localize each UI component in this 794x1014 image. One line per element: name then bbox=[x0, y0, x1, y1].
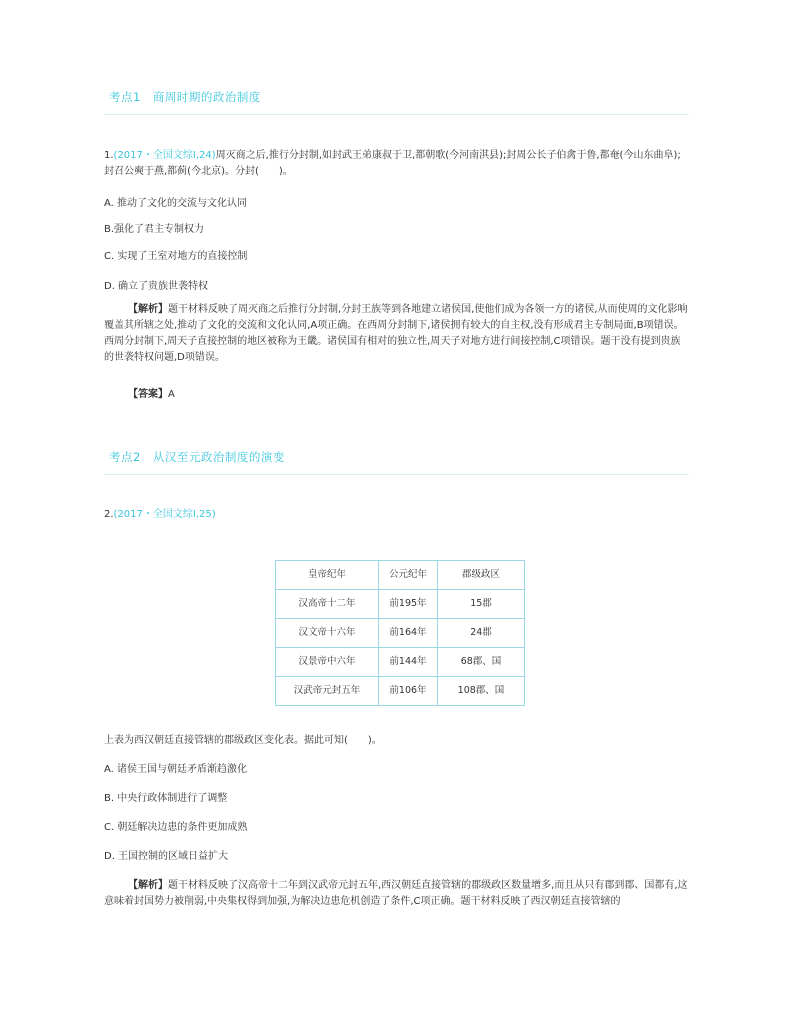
table-cell: 汉文帝十六年 bbox=[276, 619, 379, 648]
question-1-option-d: D. 确立了贵族世袭特权 bbox=[104, 281, 209, 292]
section-divider-1 bbox=[104, 114, 689, 115]
question-1-option-a: A. 推动了文化的交流与文化认同 bbox=[104, 198, 248, 209]
question-2-analysis bbox=[104, 878, 689, 910]
analysis-text: 题干材料反映了汉高帝十二年到汉武帝元封五年,西汉朝廷直接管辖的郡级政区数量增多,而且从只有郡到郡、国都有,这意味着封国势力被削弱,中央集权得到加强,为解决边患危机创造了条件,C项正确。题干材料反映了西汉朝廷直接管辖的 bbox=[104, 880, 688, 907]
question-2-number: 2. bbox=[104, 509, 114, 520]
question-2-option-d: D. 王国控制的区域日益扩大 bbox=[104, 851, 229, 862]
question-2-source: (2017・全国文综Ⅰ,25) bbox=[113, 509, 216, 520]
analysis-label: 【解析】 bbox=[128, 880, 168, 891]
table-row bbox=[276, 590, 525, 619]
table-row bbox=[276, 677, 525, 706]
question-1-option-b: B.强化了君主专制权力 bbox=[104, 224, 205, 235]
question-1-number: 1. bbox=[104, 150, 114, 161]
question-2-option-a: A. 诸侯王国与朝廷矛盾渐趋激化 bbox=[104, 764, 248, 775]
table-cell: 15郡 bbox=[438, 590, 525, 619]
table-cell: 24郡 bbox=[438, 619, 525, 648]
question-1-analysis bbox=[104, 302, 689, 366]
table-cell: 前164年 bbox=[379, 619, 438, 648]
analysis-text: 题干材料反映了周灭商之后推行分封制,分封王族等到各地建立诸侯国,使他们成为各领一方的诸侯,从而使周的文化影响覆盖其所辖之处,推动了文化的交流和文化认同,A项正确。在西周分封制下,诸侯拥有较大的自主权,没有形成君主专制局面,B项错误。西周分封制下,周天子直接控制的地区被称为王畿。诸侯国有相对的独立性,周天子对地方进行间接控制,C项错误。题干没有提到贵族的世袭特权问题,D项错误。 bbox=[104, 304, 688, 363]
table-cell: 前144年 bbox=[379, 648, 438, 677]
question-1-stem bbox=[104, 148, 689, 180]
question-1 bbox=[104, 148, 689, 180]
question-2-stem: 上表为西汉朝廷直接管辖的郡级政区变化表。据此可知( )。 bbox=[104, 735, 382, 746]
table-cell: 汉景帝中六年 bbox=[276, 648, 379, 677]
question-2-option-c: C. 朝廷解决边患的条件更加成熟 bbox=[104, 822, 248, 833]
table-header-cell: 郡级政区 bbox=[438, 561, 525, 590]
table-header-row bbox=[276, 561, 525, 590]
region-table bbox=[275, 560, 525, 706]
table-cell: 汉高帝十二年 bbox=[276, 590, 379, 619]
answer-label: 【答案】 bbox=[128, 389, 168, 400]
section-divider-2 bbox=[104, 474, 689, 475]
question-1-option-c: C. 实现了王室对地方的直接控制 bbox=[104, 251, 248, 262]
table-row bbox=[276, 619, 525, 648]
table-cell: 前106年 bbox=[379, 677, 438, 706]
table-cell: 汉武帝元封五年 bbox=[276, 677, 379, 706]
table-cell: 前195年 bbox=[379, 590, 438, 619]
table-header-cell: 皇帝纪年 bbox=[276, 561, 379, 590]
question-1-text: 周灭商之后,推行分封制,如封武王弟康叔于卫,都朝歌(今河南淇县);封周公长子伯禽于鲁,都奄(今山东曲阜);封召公奭于燕,都蓟(今北京)。分封( )。 bbox=[104, 150, 681, 177]
section-title-2: 考点2 从汉至元政治制度的演变 bbox=[109, 450, 285, 464]
table-cell: 68郡、国 bbox=[438, 648, 525, 677]
table-row bbox=[276, 648, 525, 677]
table-header-cell: 公元纪年 bbox=[379, 561, 438, 590]
question-2-header bbox=[104, 507, 689, 523]
question-1-answer bbox=[104, 387, 689, 403]
analysis-label: 【解析】 bbox=[128, 304, 168, 315]
answer-text: A bbox=[168, 389, 175, 400]
question-1-source: (2017・全国文综Ⅰ,24) bbox=[113, 150, 216, 161]
section-title-1: 考点1 商周时期的政治制度 bbox=[109, 90, 261, 104]
table-cell: 108郡、国 bbox=[438, 677, 525, 706]
question-2-option-b: B. 中央行政体制进行了调整 bbox=[104, 793, 228, 804]
